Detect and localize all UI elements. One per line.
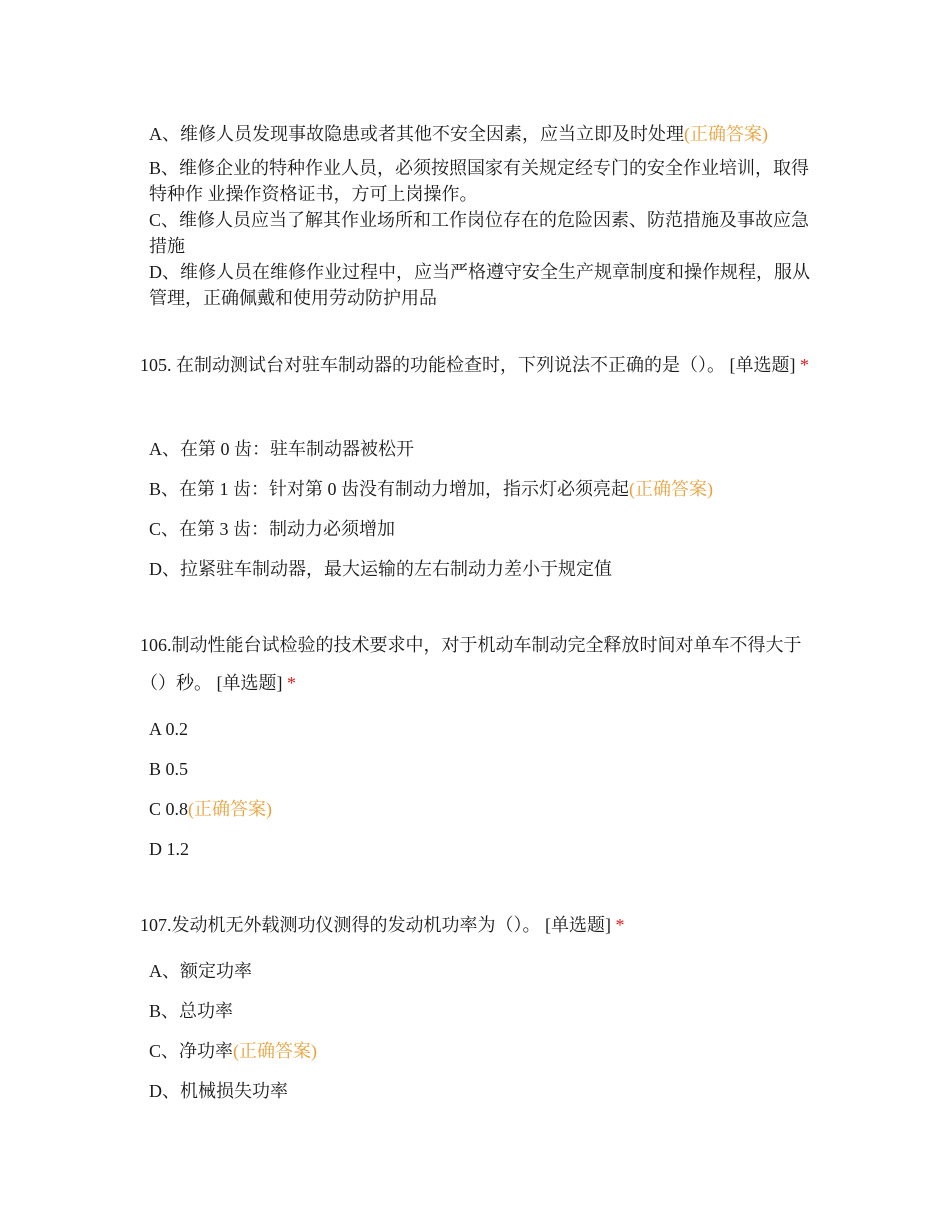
question-105 (140, 346, 810, 384)
option-c (149, 1038, 819, 1064)
option-text: B 0.5 (149, 759, 189, 779)
option-d (149, 556, 819, 582)
option-text: B、在第 1 齿：针对第 0 齿没有制动力增加，指示灯必须亮起 (149, 479, 630, 499)
correct-answer-tag: (正确答案) (233, 1041, 318, 1061)
option-text: B、总功率 (149, 1001, 234, 1021)
option-text: A、额定功率 (149, 961, 252, 981)
question-106 (140, 626, 810, 702)
option-a (149, 436, 819, 462)
option-a (149, 121, 819, 147)
option-b (149, 998, 819, 1024)
correct-answer-tag: (正确答案) (188, 799, 273, 819)
option-c (149, 796, 819, 822)
option-d (149, 259, 819, 311)
question-text: 105. 在制动测试台对驻车制动器的功能检查时，下列说法不正确的是（）。 [单选题] (140, 355, 796, 375)
option-b (149, 155, 819, 207)
option-text: C、净功率 (149, 1041, 234, 1061)
option-c (149, 207, 819, 259)
question-text: 107.发动机无外载测功仪测得的发动机功率为（）。 [单选题] (140, 915, 611, 935)
option-a (149, 958, 819, 984)
option-text: C、在第 3 齿：制动力必须增加 (149, 519, 396, 539)
required-marker: * (615, 915, 625, 935)
option-text: A、在第 0 齿：驻车制动器被松开 (149, 439, 414, 459)
option-text: D、拉紧驻车制动器，最大运输的左右制动力差小于规定值 (149, 559, 612, 579)
option-text: A、维修人员发现事故隐患或者其他不安全因素，应当立即及时处理 (149, 124, 684, 144)
option-text: D、维修人员在维修作业过程中，应当严格遵守安全生产规章制度和操作规程，服从管理，正确佩戴和使用劳动防护用品 (149, 262, 810, 308)
option-text: A 0.2 (149, 719, 189, 739)
option-d (149, 836, 819, 862)
option-text: B、维修企业的特种作业人员，必须按照国家有关规定经专门的安全作业培训，取得特种作 业操作资格证书，方可上岗操作。 (149, 158, 810, 204)
question-107 (140, 906, 810, 944)
option-b (149, 756, 819, 782)
option-c (149, 516, 819, 542)
option-text: C、维修人员应当了解其作业场所和工作岗位存在的危险因素、防范措施及事故应急措施 (149, 210, 810, 256)
required-marker: * (287, 673, 296, 693)
required-marker: * (800, 355, 809, 375)
option-text: C 0.8 (149, 799, 189, 819)
option-d (149, 1078, 819, 1104)
option-text: D 1.2 (149, 839, 189, 859)
correct-answer-tag: (正确答案) (684, 124, 768, 144)
question-text: 106.制动性能台试检验的技术要求中，对于机动车制动完全释放时间对单车不得大于（）秒。 [单选题] (140, 635, 802, 693)
option-b (149, 476, 819, 502)
option-text: D、机械损失功率 (149, 1081, 288, 1101)
option-a (149, 716, 819, 742)
correct-answer-tag: (正确答案) (629, 479, 714, 499)
